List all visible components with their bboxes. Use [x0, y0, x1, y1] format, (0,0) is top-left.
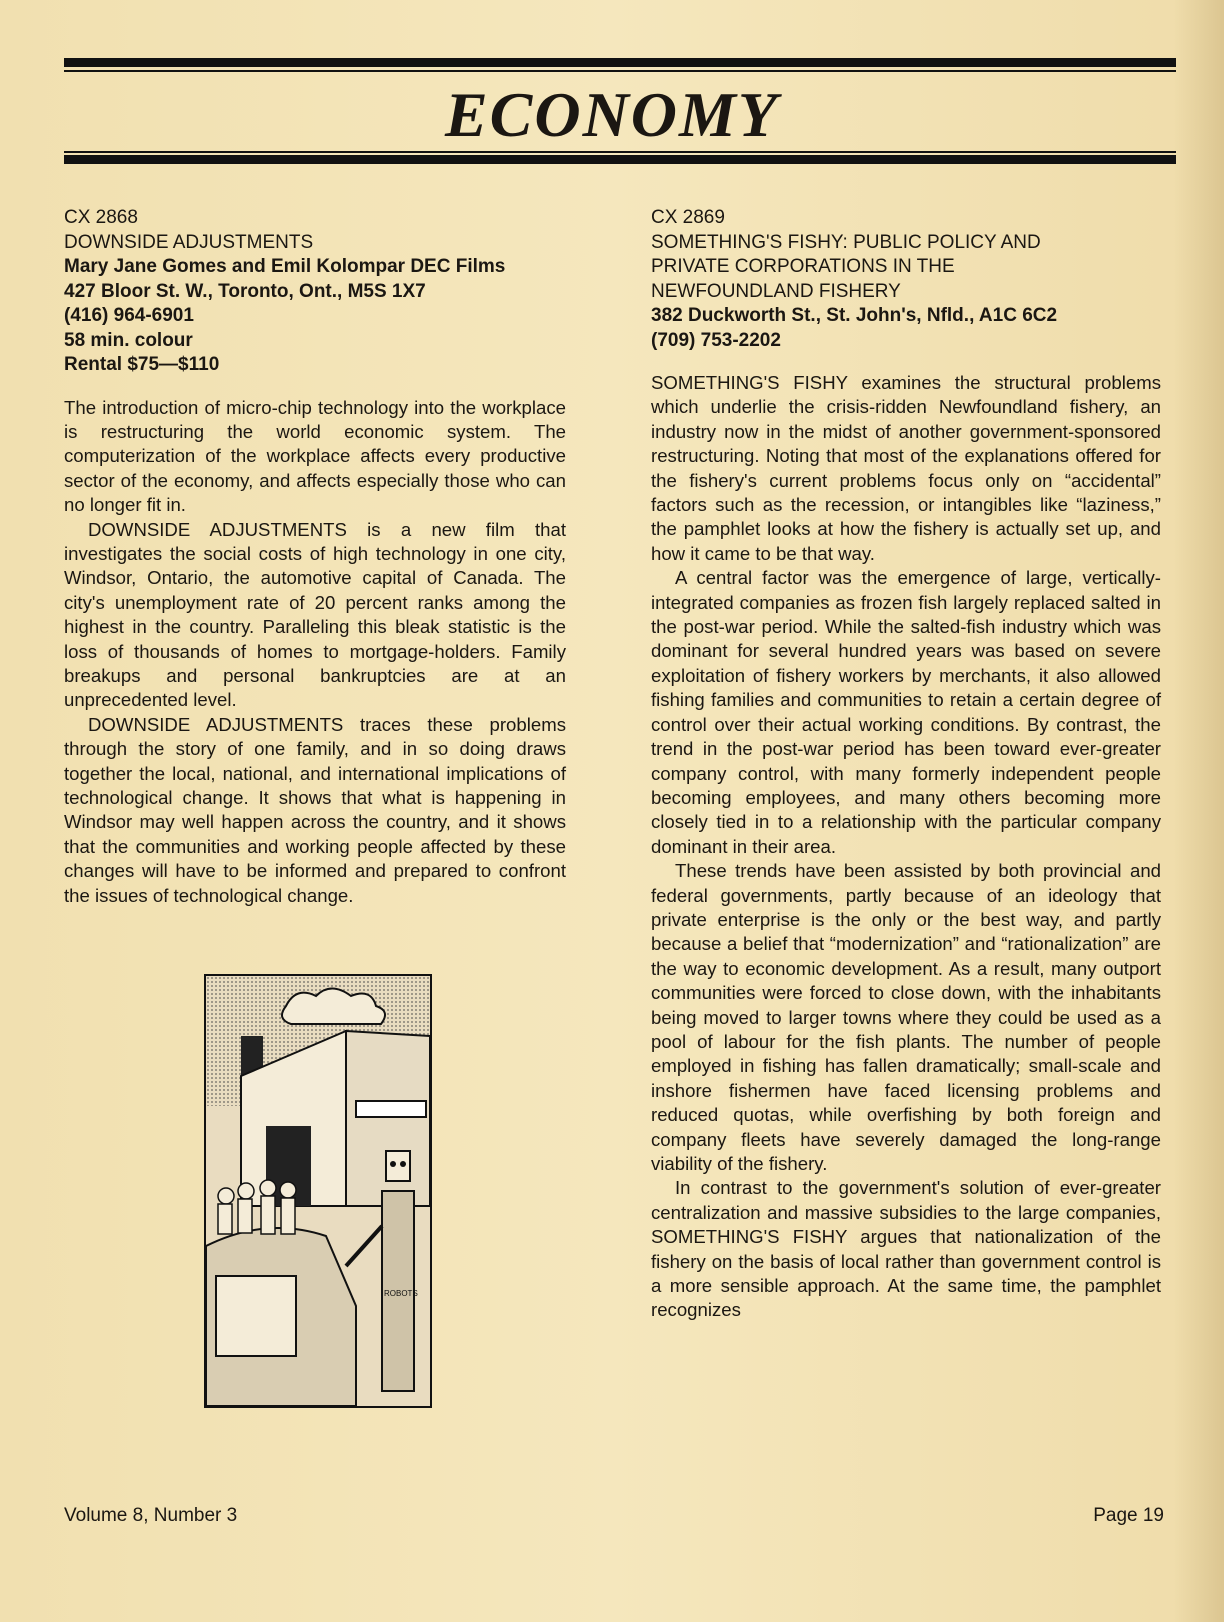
listing-header [651, 206, 1161, 353]
header-rule-thick [64, 155, 1176, 164]
listing-title-line: SOMETHING'S FISHY: PUBLIC POLICY AND [651, 231, 1041, 253]
factory-robot-illustration [204, 974, 432, 1408]
phone: (416) 964-6901 [64, 305, 194, 326]
listing-body [651, 371, 1161, 1323]
address: 427 Bloor St. W., Toronto, Ont., M5S 1X7 [64, 280, 426, 302]
catalog-code: CX 2869 [651, 207, 725, 228]
phone: (709) 753-2202 [651, 329, 781, 351]
listing-body [64, 396, 566, 909]
listing-title: DOWNSIDE ADJUSTMENTS [64, 231, 314, 253]
robot-label: ROBOTS [384, 1289, 418, 1298]
left-column [64, 206, 566, 908]
paragraph: The introduction of micro-chip technology into the workplace is restructuring the world economic system. The computerization of the workplace affects every productive sector of the economy, and affects especially those who can no longer fit in. [64, 396, 566, 516]
section-title: ECONOMY [444, 79, 780, 150]
paragraph: In contrast to the government's solution of ever-greater centralization and massive subsidies to the large companies, SOMETHING'S FISHY argues that nationalization of the fishery on the basis of local rather than government control is a more sensible approach. At the same time, the pamphlet recognizes [651, 1177, 1161, 1321]
header-rule-thin [64, 151, 1176, 153]
listing-header [64, 206, 566, 378]
header-rule-thick [64, 58, 1176, 67]
duration: 58 min. colour [64, 329, 193, 351]
address: 382 Duckworth St., St. John's, Nfld., A1C 6C2 [651, 305, 1058, 326]
rental-price: Rental $75—$110 [64, 354, 220, 375]
header-rule-thin [64, 70, 1176, 72]
catalog-code: CX 2868 [64, 207, 138, 228]
paragraph: DOWNSIDE ADJUSTMENTS is a new film that investigates the social costs of high technology in one city, Windsor, Ontario, the automotive capital of Canada. The city's unemployment rate of 20 percent ranks among the highest in the country. Paralleling this bleak statistic is the loss of thousands of homes to mortgage-holders. Family breakups and personal bankruptcies are at an unprecedented level. [64, 518, 566, 711]
paragraph: SOMETHING'S FISHY examines the structural problems which underlie the crisis-ridden Newfoundland fishery, an industry now in the midst of another government-sponsored restructuring. Noting that most of the explanations offered for the fishery's current problems focus only on “accidental” factors such as the recession, or intangibles like “laziness,” the pamphlet looks at how the fishery is actually set up, and how it came to be that way. [651, 372, 1161, 564]
paragraph: DOWNSIDE ADJUSTMENTS traces these problems through the story of one family, and in so doing draws together the local, national, and international implications of technological change. It shows that what is happening in Windsor may well happen across the country, and it shows that the communities and working people affected by these changes will have to be informed and prepared to confront the issues of technological change. [64, 713, 566, 906]
page-edge [1174, 0, 1224, 1622]
page-number: Page 19 [1093, 1505, 1164, 1526]
volume-number: Volume 8, Number 3 [64, 1505, 238, 1526]
right-column [651, 206, 1161, 1323]
paragraph: A central factor was the emergence of large, vertically-integrated companies as frozen fish largely replaced salted in the post-war period. While the salted-fish industry which was dominant for several hundred years was based on severe exploitation of fishery workers by merchants, it also allowed fishing families and communities to retain a certain degree of control over their actual working conditions. By contrast, the trend in the post-war period has been toward ever-greater company control, with many formerly independent people becoming employees, and many others becoming more closely tied in to a relationship with the particular company dominant in their area. [651, 567, 1161, 857]
listing-title-line: NEWFOUNDLAND FISHERY [651, 280, 901, 302]
listing-title-line: PRIVATE CORPORATIONS IN THE [651, 256, 955, 277]
paragraph: These trends have been assisted by both provincial and federal governments, partly because of an ideology that private enterprise is the only or the best way, and partly because a belief that “modernization” and “rationalization” are the way to economic development. As a result, many outport communities were forced to close down, with the inhabitants being moved to larger towns where they could be used as a pool of labour for the fish plants. The number of people employed in fishing has fallen dramatically; small-scale and inshore fishermen have faced licensing problems and reduced quotas, while overfishing by both foreign and company fleets have severely damaged the long-range viability of the fishery. [651, 860, 1161, 1174]
producer: Mary Jane Gomes and Emil Kolompar DEC Films [64, 256, 506, 277]
